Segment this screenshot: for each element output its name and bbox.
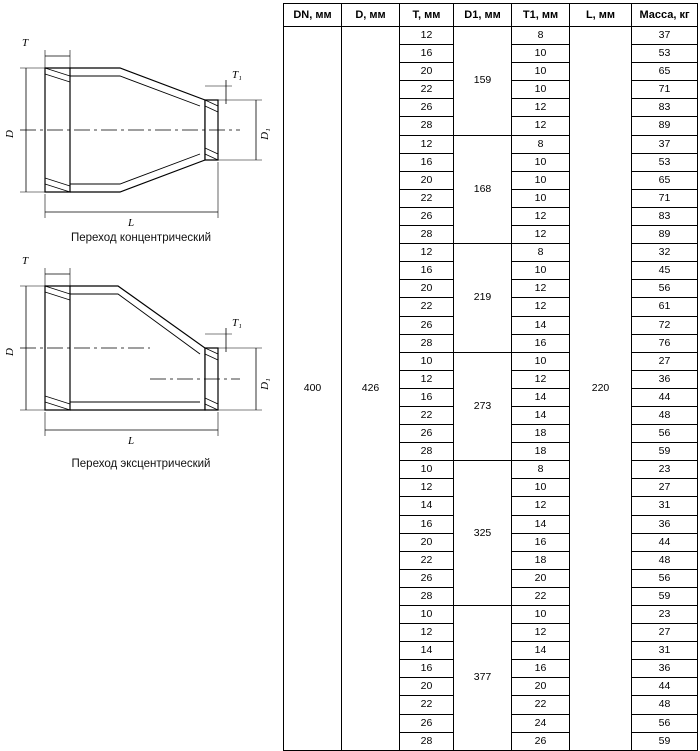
- cell-t1: 12: [512, 280, 570, 298]
- cell-mass: 44: [632, 678, 698, 696]
- cell-mass: 36: [632, 515, 698, 533]
- cell-t: 26: [400, 99, 454, 117]
- header-l: L, мм: [570, 4, 632, 27]
- cell-t1: 16: [512, 334, 570, 352]
- cell-t1: 18: [512, 551, 570, 569]
- cell-t1: 10: [512, 352, 570, 370]
- cell-t1: 12: [512, 99, 570, 117]
- specification-table: [283, 3, 698, 751]
- header-t: T, мм: [400, 4, 454, 27]
- cell-t: 16: [400, 388, 454, 406]
- cell-t1: 14: [512, 406, 570, 424]
- cell-t: 12: [400, 27, 454, 45]
- cell-mass: 27: [632, 352, 698, 370]
- specification-table-wrap: [283, 3, 697, 747]
- label-T: T: [22, 255, 29, 267]
- table-row: [284, 27, 698, 45]
- header-mass: Масса, кг: [632, 4, 698, 27]
- cell-mass: 59: [632, 443, 698, 461]
- cell-mass: 65: [632, 171, 698, 189]
- cell-t1: 8: [512, 461, 570, 479]
- figure-caption-concentric: Переход концентрический: [70, 232, 212, 244]
- cell-t: 12: [400, 624, 454, 642]
- cell-mass: 61: [632, 298, 698, 316]
- cell-t1: 10: [512, 153, 570, 171]
- cell-t: 26: [400, 425, 454, 443]
- cell-t1: 12: [512, 370, 570, 388]
- label-L: L: [128, 435, 135, 447]
- cell-t: 16: [400, 153, 454, 171]
- cell-mass: 89: [632, 226, 698, 244]
- cell-mass: 31: [632, 642, 698, 660]
- cell-t1: 18: [512, 443, 570, 461]
- cell-t: 10: [400, 461, 454, 479]
- cell-t1: 10: [512, 63, 570, 81]
- cell-t1: 10: [512, 479, 570, 497]
- cell-t: 16: [400, 262, 454, 280]
- cell-t: 14: [400, 497, 454, 515]
- header-d: D, мм: [342, 4, 400, 27]
- cell-mass: 36: [632, 660, 698, 678]
- cell-t: 12: [400, 370, 454, 388]
- cell-t1: 16: [512, 533, 570, 551]
- figures-panel: [0, 0, 282, 524]
- cell-t: 22: [400, 406, 454, 424]
- cell-t1: 12: [512, 298, 570, 316]
- cell-t: 22: [400, 696, 454, 714]
- cell-t1: 10: [512, 45, 570, 63]
- cell-t: 28: [400, 732, 454, 750]
- cell-t: 20: [400, 280, 454, 298]
- cell-t: 10: [400, 352, 454, 370]
- cell-t1: 10: [512, 81, 570, 99]
- cell-mass: 48: [632, 406, 698, 424]
- cell-t1: 10: [512, 262, 570, 280]
- cell-mass: 36: [632, 370, 698, 388]
- cell-mass: 56: [632, 280, 698, 298]
- cell-t: 26: [400, 207, 454, 225]
- cell-mass: 56: [632, 569, 698, 587]
- cell-t: 12: [400, 479, 454, 497]
- cell-t: 16: [400, 45, 454, 63]
- cell-t: 20: [400, 63, 454, 81]
- cell-mass: 53: [632, 153, 698, 171]
- cell-t: 14: [400, 642, 454, 660]
- cell-d: 426: [342, 27, 400, 751]
- cell-d1: 159: [454, 27, 512, 136]
- cell-mass: 48: [632, 696, 698, 714]
- cell-t1: 16: [512, 660, 570, 678]
- cell-d1: 273: [454, 352, 512, 461]
- cell-t1: 12: [512, 117, 570, 135]
- cell-t: 22: [400, 81, 454, 99]
- label-T: T: [22, 37, 29, 49]
- cell-t1: 8: [512, 244, 570, 262]
- concentric-reducer-drawing: [0, 0, 282, 230]
- cell-t1: 10: [512, 189, 570, 207]
- cell-t1: 14: [512, 642, 570, 660]
- cell-t: 20: [400, 533, 454, 551]
- cell-mass: 48: [632, 551, 698, 569]
- table-body: [284, 27, 698, 751]
- header-dn: DN, мм: [284, 4, 342, 27]
- cell-mass: 32: [632, 244, 698, 262]
- cell-mass: 59: [632, 587, 698, 605]
- cell-mass: 23: [632, 461, 698, 479]
- cell-l: 220: [570, 27, 632, 751]
- cell-t: 28: [400, 587, 454, 605]
- cell-dn: 400: [284, 27, 342, 751]
- cell-t1: 14: [512, 388, 570, 406]
- cell-mass: 27: [632, 624, 698, 642]
- cell-mass: 56: [632, 714, 698, 732]
- cell-t1: 24: [512, 714, 570, 732]
- cell-mass: 59: [632, 732, 698, 750]
- cell-mass: 37: [632, 27, 698, 45]
- cell-mass: 31: [632, 497, 698, 515]
- cell-mass: 56: [632, 425, 698, 443]
- cell-mass: 71: [632, 81, 698, 99]
- cell-t: 26: [400, 316, 454, 334]
- label-D: D: [4, 348, 16, 356]
- cell-t1: 12: [512, 226, 570, 244]
- label-T1: T₁: [232, 69, 242, 81]
- cell-mass: 45: [632, 262, 698, 280]
- cell-mass: 89: [632, 117, 698, 135]
- cell-t1: 22: [512, 587, 570, 605]
- cell-mass: 65: [632, 63, 698, 81]
- cell-t: 22: [400, 189, 454, 207]
- cell-t1: 20: [512, 569, 570, 587]
- cell-t: 26: [400, 569, 454, 587]
- cell-mass: 71: [632, 189, 698, 207]
- cell-t: 28: [400, 226, 454, 244]
- cell-t1: 10: [512, 171, 570, 189]
- cell-mass: 37: [632, 135, 698, 153]
- cell-t: 28: [400, 334, 454, 352]
- cell-t1: 14: [512, 316, 570, 334]
- cell-d1: 325: [454, 461, 512, 606]
- cell-t: 28: [400, 117, 454, 135]
- cell-t: 22: [400, 551, 454, 569]
- cell-t1: 14: [512, 515, 570, 533]
- header-d1: D1, мм: [454, 4, 512, 27]
- cell-t: 10: [400, 606, 454, 624]
- cell-mass: 44: [632, 388, 698, 406]
- cell-t: 22: [400, 298, 454, 316]
- cell-d1: 168: [454, 135, 512, 244]
- label-L: L: [128, 217, 135, 229]
- cell-t: 12: [400, 135, 454, 153]
- cell-t1: 18: [512, 425, 570, 443]
- cell-t1: 10: [512, 606, 570, 624]
- cell-t1: 20: [512, 678, 570, 696]
- cell-t: 12: [400, 244, 454, 262]
- header-t1: T1, мм: [512, 4, 570, 27]
- cell-t1: 8: [512, 27, 570, 45]
- label-D: D: [4, 130, 16, 138]
- cell-t: 26: [400, 714, 454, 732]
- cell-t1: 22: [512, 696, 570, 714]
- cell-t: 28: [400, 443, 454, 461]
- cell-mass: 53: [632, 45, 698, 63]
- cell-mass: 27: [632, 479, 698, 497]
- cell-t1: 8: [512, 135, 570, 153]
- label-D1: D₁: [259, 378, 271, 390]
- label-D1: D₁: [259, 128, 271, 140]
- cell-mass: 23: [632, 606, 698, 624]
- cell-mass: 44: [632, 533, 698, 551]
- eccentric-reducer-drawing: [0, 248, 282, 448]
- figure-caption-eccentric: Переход эксцентрический: [71, 458, 211, 470]
- cell-t1: 26: [512, 732, 570, 750]
- cell-t: 20: [400, 171, 454, 189]
- table-header-row: [284, 4, 698, 27]
- cell-t: 20: [400, 678, 454, 696]
- cell-d1: 219: [454, 244, 512, 353]
- cell-mass: 76: [632, 334, 698, 352]
- label-T1: T₁: [232, 317, 242, 329]
- cell-t1: 12: [512, 497, 570, 515]
- cell-mass: 83: [632, 99, 698, 117]
- cell-mass: 83: [632, 207, 698, 225]
- cell-t1: 12: [512, 624, 570, 642]
- cell-t: 16: [400, 660, 454, 678]
- cell-t: 16: [400, 515, 454, 533]
- cell-d1: 377: [454, 606, 512, 751]
- cell-mass: 72: [632, 316, 698, 334]
- cell-t1: 12: [512, 207, 570, 225]
